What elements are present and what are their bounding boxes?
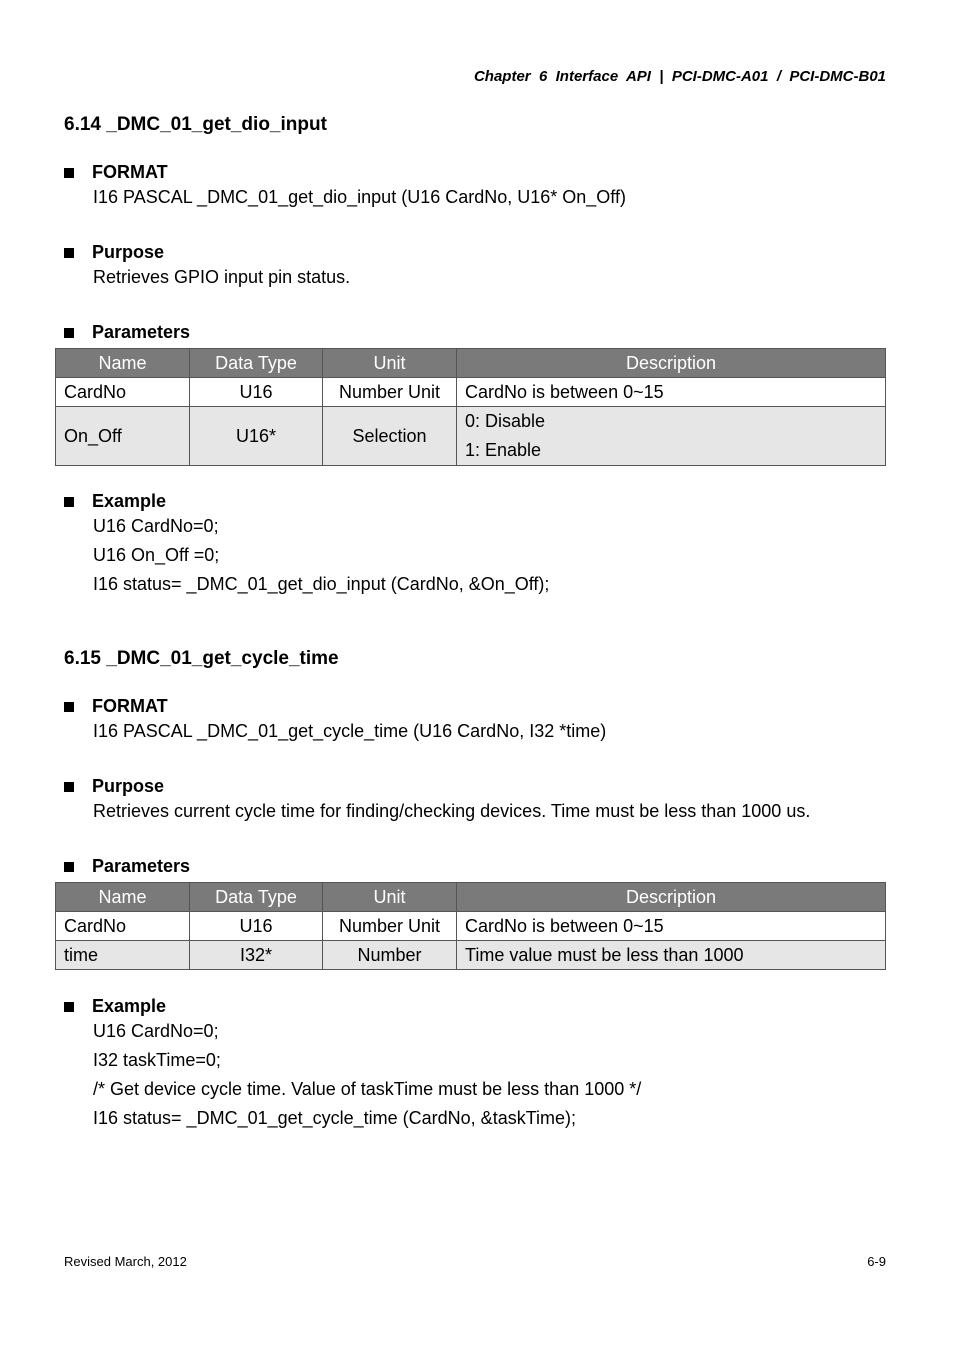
example-code-line: U16 CardNo=0; bbox=[93, 1021, 219, 1041]
example-code-line: I16 status= _DMC_01_get_dio_input (CardNo, &On_Off); bbox=[93, 574, 550, 594]
square-bullet-icon bbox=[64, 862, 74, 872]
parameters-heading-6-14 bbox=[64, 322, 894, 343]
square-bullet-icon bbox=[64, 497, 74, 507]
param-description: CardNo is between 0~15 bbox=[457, 378, 886, 407]
footer-page-number: 6-9 bbox=[867, 1254, 886, 1269]
description-line: 0: Disable bbox=[465, 411, 546, 431]
table-row bbox=[56, 941, 886, 970]
format-heading bbox=[64, 162, 894, 183]
parameters-label: Parameters bbox=[92, 322, 191, 342]
format-heading bbox=[64, 696, 894, 717]
column-header-description: Description bbox=[457, 349, 886, 378]
param-type: U16* bbox=[190, 407, 323, 466]
description-line: 1: Enable bbox=[465, 440, 542, 460]
example-label: Example bbox=[92, 491, 167, 511]
parameters-label: Parameters bbox=[92, 856, 191, 876]
column-header-name: Name bbox=[56, 349, 190, 378]
table-row bbox=[56, 407, 886, 466]
column-header-unit: Unit bbox=[323, 883, 457, 912]
format-signature: I16 PASCAL _DMC_01_get_cycle_time (U16 CardNo, I32 *time) bbox=[93, 721, 607, 741]
param-unit: Number bbox=[323, 941, 457, 970]
purpose-label: Purpose bbox=[92, 242, 165, 262]
example-label: Example bbox=[92, 996, 167, 1016]
param-unit: Selection bbox=[323, 407, 457, 466]
param-type: U16 bbox=[190, 378, 323, 407]
example-block-6-15 bbox=[64, 996, 894, 1133]
table-row bbox=[56, 912, 886, 941]
parameters-table-6-14 bbox=[55, 348, 886, 466]
param-description bbox=[457, 407, 886, 466]
purpose-text: Retrieves GPIO input pin status. bbox=[93, 267, 351, 287]
example-code-line: /* Get device cycle time. Value of taskTime must be less than 1000 */ bbox=[93, 1079, 642, 1099]
purpose-text: Retrieves current cycle time for finding/checking devices. Time must be less than 1000 us. bbox=[93, 801, 811, 821]
column-header-data-type: Data Type bbox=[190, 883, 323, 912]
format-block-6-14 bbox=[64, 162, 894, 212]
running-header: Chapter 6 Interface API | PCI-DMC-A01 / PCI-DMC-B01 bbox=[473, 68, 886, 85]
section-title-6-14 bbox=[64, 114, 894, 136]
format-signature: I16 PASCAL _DMC_01_get_dio_input (U16 CardNo, U16* On_Off) bbox=[93, 187, 626, 207]
table-row bbox=[56, 378, 886, 407]
example-heading bbox=[64, 996, 894, 1017]
param-unit: Number Unit bbox=[323, 912, 457, 941]
column-header-data-type: Data Type bbox=[190, 349, 323, 378]
parameters-table-6-15 bbox=[55, 882, 886, 970]
param-name: On_Off bbox=[56, 407, 190, 466]
param-name: CardNo bbox=[56, 912, 190, 941]
param-type: U16 bbox=[190, 912, 323, 941]
square-bullet-icon bbox=[64, 1002, 74, 1012]
example-code-line: I16 status= _DMC_01_get_cycle_time (CardNo, &taskTime); bbox=[93, 1108, 577, 1128]
param-name: CardNo bbox=[56, 378, 190, 407]
column-header-description: Description bbox=[457, 883, 886, 912]
param-unit: Number Unit bbox=[323, 378, 457, 407]
example-code-line: U16 CardNo=0; bbox=[93, 516, 219, 536]
section-title-6-15 bbox=[64, 648, 894, 670]
parameters-heading-6-15 bbox=[64, 856, 894, 877]
column-header-name: Name bbox=[56, 883, 190, 912]
footer-revision: Revised March, 2012 bbox=[64, 1254, 187, 1269]
example-code-line: U16 On_Off =0; bbox=[93, 545, 220, 565]
format-label: FORMAT bbox=[92, 162, 168, 182]
parameters-heading bbox=[64, 322, 894, 343]
purpose-block-6-15 bbox=[64, 776, 894, 826]
format-label: FORMAT bbox=[92, 696, 168, 716]
example-heading bbox=[64, 491, 894, 512]
square-bullet-icon bbox=[64, 328, 74, 338]
purpose-heading bbox=[64, 776, 894, 797]
example-block-6-14 bbox=[64, 491, 894, 599]
table-header-row bbox=[56, 883, 886, 912]
square-bullet-icon bbox=[64, 702, 74, 712]
column-header-unit: Unit bbox=[323, 349, 457, 378]
section-heading: 6.14 _DMC_01_get_dio_input bbox=[64, 114, 327, 135]
purpose-heading bbox=[64, 242, 894, 263]
section-heading: 6.15 _DMC_01_get_cycle_time bbox=[64, 648, 339, 669]
parameters-heading bbox=[64, 856, 894, 877]
param-description: Time value must be less than 1000 bbox=[457, 941, 886, 970]
purpose-label: Purpose bbox=[92, 776, 165, 796]
square-bullet-icon bbox=[64, 248, 74, 258]
table-header-row bbox=[56, 349, 886, 378]
param-name: time bbox=[56, 941, 190, 970]
purpose-block-6-14 bbox=[64, 242, 894, 292]
square-bullet-icon bbox=[64, 782, 74, 792]
square-bullet-icon bbox=[64, 168, 74, 178]
format-block-6-15 bbox=[64, 696, 894, 746]
param-description: CardNo is between 0~15 bbox=[457, 912, 886, 941]
example-code-line: I32 taskTime=0; bbox=[93, 1050, 221, 1070]
param-type: I32* bbox=[190, 941, 323, 970]
